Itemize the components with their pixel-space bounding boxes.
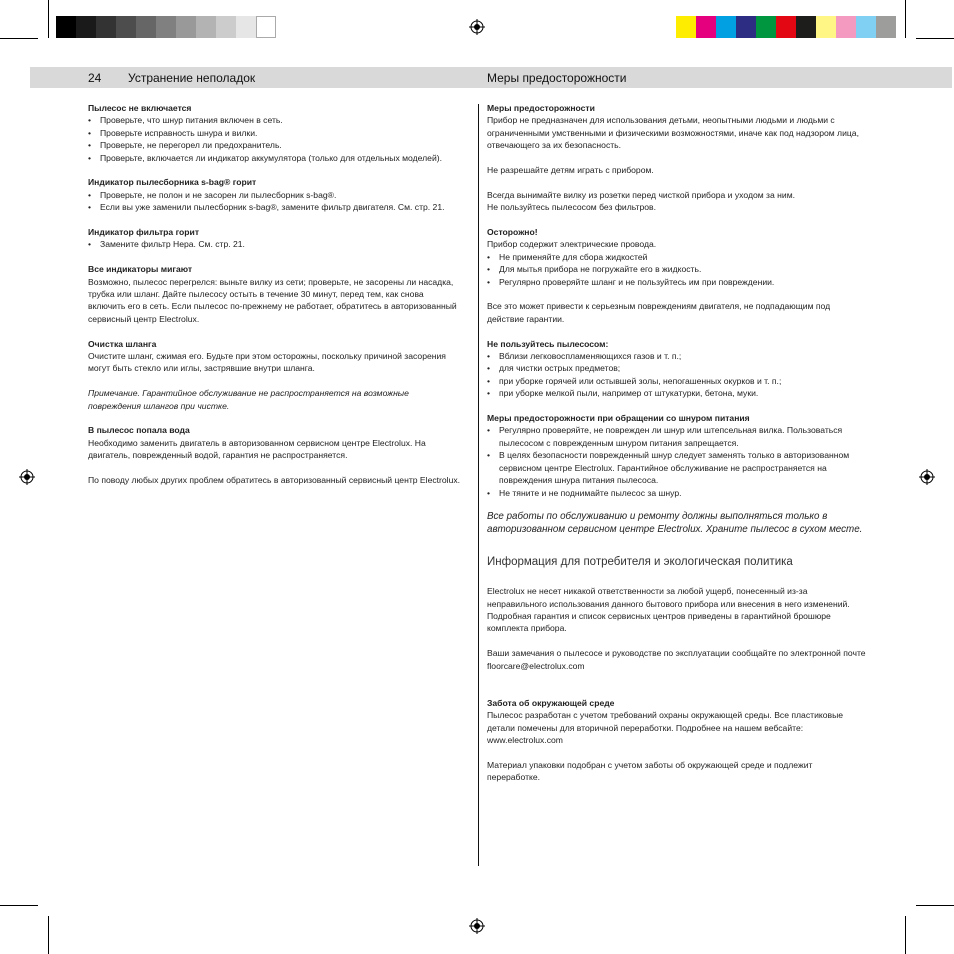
list-item: • при уборке мелкой пыли, например от штукатурки, бетона, муки.	[487, 387, 867, 399]
registration-mark-icon	[19, 469, 35, 485]
right-section-title: Меры предосторожности	[487, 71, 627, 85]
section-heading: Индикатор фильтра горит	[88, 227, 200, 238]
paragraph: Ваши замечания о пылесосе и руководстве по эксплуатации сообщайте по электронной почте floorcare@electrolux.com	[487, 648, 866, 671]
section-heading: В пылесос попала вода	[88, 425, 190, 436]
list-item: • Если вы уже заменили пылесборник s-bag®, замените фильтр двигателя. См. стр. 21.	[88, 201, 462, 213]
list-item: • Для мытья прибора не погружайте его в жидкость.	[487, 263, 867, 275]
color-swatch	[816, 16, 836, 38]
list-item: • Проверьте, включается ли индикатор аккумулятора (только для отдельных моделей).	[88, 152, 462, 164]
list-item: • Не тяните и не поднимайте пылесос за шнур.	[487, 487, 867, 499]
left-section-title: Устранение неполадок	[128, 71, 256, 85]
color-swatch	[676, 16, 696, 38]
list-item: • В целях безопасности поврежденный шнур следует заменять только в авторизованном сервисном центре Electrolux. Гарантийное обслуживание не распространяется на повреждения шнура питания пылесоса.	[487, 449, 867, 486]
subsection-title: Информация для потребителя и экологическая политика	[487, 555, 793, 568]
list-item: • Проверьте, что шнур питания включен в сеть.	[88, 114, 462, 126]
paragraph: Пылесос разработан с учетом требований охраны окружающей среды. Все пластиковые детали помечены для вторичной переработки. Подробнее на нашем вебсайте: www.electrolux.com	[487, 710, 844, 746]
gray-color-bar	[56, 16, 276, 38]
list-item: • Проверьте, не полон и не засорен ли пылесборник s-bag®.	[88, 189, 462, 201]
color-swatch	[96, 16, 116, 38]
registration-mark-icon	[469, 918, 485, 934]
left-column	[88, 102, 462, 486]
section-heading: Осторожно!	[487, 227, 538, 238]
color-swatch	[256, 16, 276, 38]
list-item: • для чистки острых предметов;	[487, 362, 867, 374]
service-note: Все работы по обслуживанию и ремонту должны выполняться только в авторизованном сервисном центре Electrolux. Храните пылесос в сухом месте.	[487, 511, 863, 535]
color-swatch	[216, 16, 236, 38]
color-swatch	[796, 16, 816, 38]
list-item: • Замените фильтр Hepa. См. стр. 21.	[88, 238, 462, 250]
section-heading: Меры предосторожности	[487, 103, 595, 113]
color-swatch	[156, 16, 176, 38]
section-heading: Индикатор пылесборника s-bag® горит	[88, 177, 257, 188]
color-swatch	[696, 16, 716, 38]
color-swatch	[716, 16, 736, 38]
color-swatch	[176, 16, 196, 38]
paragraph: Прибор содержит электрические провода.	[487, 239, 657, 250]
column-divider	[478, 104, 479, 866]
registration-mark-icon	[919, 469, 935, 485]
paragraph: Все это может привести к серьезным повреждениям двигателя, не подпадающим под действие гарантии.	[487, 301, 831, 324]
process-color-bar	[676, 16, 896, 38]
section-heading: Забота об окружающей среде	[487, 697, 615, 708]
color-swatch	[876, 16, 896, 38]
crop-mark	[48, 916, 49, 954]
paragraph: По поводу любых других проблем обратитесь в авторизованный сервисный центр Electrolux.	[88, 475, 461, 486]
crop-mark	[48, 0, 49, 38]
section-heading: Все индикаторы мигают	[88, 264, 193, 275]
paragraph: Electrolux не несет никакой ответственности за любой ущерб, понесенный из-за неправильного использования данного бытового прибора или внесения в него изменений. Подробная гарантия и список сервисных центров приведены в гарантийной брошюре комплекта прибора.	[487, 586, 850, 634]
list-item: • Вблизи легковоспламеняющихся газов и т. п.;	[487, 350, 867, 362]
color-swatch	[856, 16, 876, 38]
section-heading: Меры предосторожности при обращении со шнуром питания	[487, 413, 750, 424]
paragraph: Возможно, пылесос перегрелся: выньте вилку из сети; проверьте, не засорены ли насадка, трубка или шланг. Дайте пылесосу остыть в течение 30 минут, перед тем, как снова включить его в сеть. Если пылесос по-прежнему не работает, обратитесь в авторизованный сервисный центр Electrolux.	[88, 276, 457, 324]
right-column	[487, 102, 867, 784]
color-swatch	[836, 16, 856, 38]
page-number: 24	[88, 71, 102, 85]
list-item: • Регулярно проверяйте шланг и не пользуйтесь им при повреждении.	[487, 276, 867, 288]
color-swatch	[76, 16, 96, 38]
color-swatch	[116, 16, 136, 38]
paragraph: Необходимо заменить двигатель в авторизованном сервисном центре Electrolux. На двигатель, поврежденный водой, гарантия не распространяется.	[88, 437, 426, 461]
section-heading: Очистка шланга	[88, 338, 157, 349]
color-swatch	[136, 16, 156, 38]
crop-mark	[0, 905, 38, 906]
list-item: • Проверьте, не перегорел ли предохранитель.	[88, 139, 462, 151]
crop-mark	[905, 916, 906, 954]
paragraph: Всегда вынимайте вилку из розетки перед чисткой прибора и уходом за ним.	[487, 189, 795, 200]
color-swatch	[776, 16, 796, 38]
list-item: • Регулярно проверяйте, не поврежден ли шнур или штепсельная вилка. Пользоваться пылесосом с поврежденным шнуром питания запрещается.	[487, 424, 867, 449]
section-heading: Не пользуйтесь пылесосом:	[487, 338, 609, 349]
crop-mark	[916, 38, 954, 39]
note: Примечание. Гарантийное обслуживание не распространяется на возможные повреждения шлангов при чистке.	[88, 388, 409, 411]
color-swatch	[196, 16, 216, 38]
list-item: • Не применяйте для сбора жидкостей	[487, 251, 867, 263]
paragraph: Материал упаковки подобран с учетом заботы об окружающей среде и подлежит переработке.	[487, 759, 813, 783]
color-swatch	[756, 16, 776, 38]
crop-mark	[0, 38, 38, 39]
paragraph: Не пользуйтесь пылесосом без фильтров.	[487, 202, 656, 213]
paragraph: Прибор не предназначен для использования детьми, неопытными людьми и людьми с ограниченными умственными и физическими возможностями, иначе как под надзором лица, отвечающего за их безопасность.	[487, 115, 859, 151]
color-swatch	[736, 16, 756, 38]
crop-mark	[916, 905, 954, 906]
paragraph: Не разрешайте детям играть с прибором.	[487, 165, 654, 176]
paragraph: Очистите шланг, сжимая его. Будьте при этом осторожны, поскольку причиной засорения могут быть стекло или иглы, застрявшие внутри шланга.	[88, 351, 446, 374]
section-heading: Пылесос не включается	[88, 103, 192, 113]
crop-mark	[905, 0, 906, 38]
list-item: • при уборке горячей или остывшей золы, непогашенных окурков и т. п.;	[487, 375, 867, 387]
color-swatch	[56, 16, 76, 38]
list-item: • Проверьте исправность шнура и вилки.	[88, 127, 462, 139]
registration-mark-icon	[469, 19, 485, 35]
color-swatch	[236, 16, 256, 38]
